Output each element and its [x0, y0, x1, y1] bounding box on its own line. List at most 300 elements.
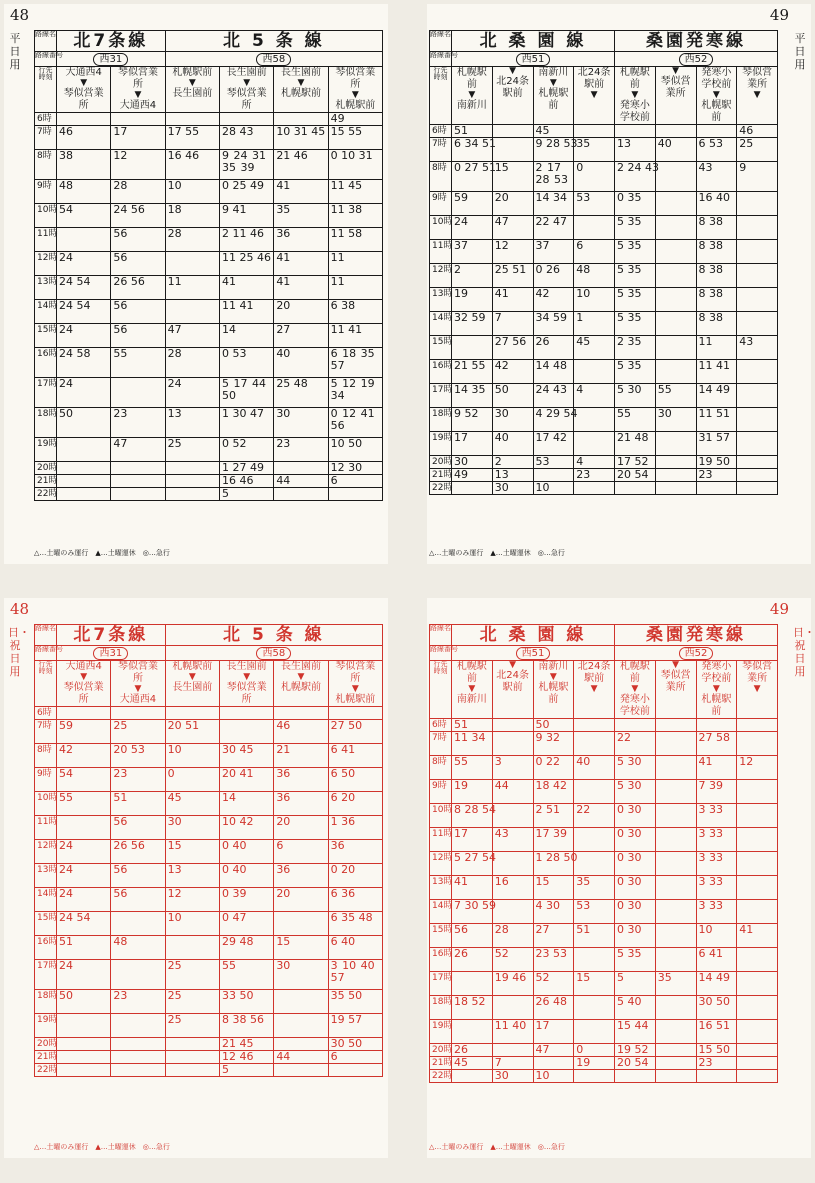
time-cell: 7 39	[696, 780, 737, 804]
destination-row	[35, 661, 383, 707]
time-cell	[615, 1070, 656, 1083]
time-cell	[655, 996, 696, 1020]
time-cell: 30 50	[328, 1038, 382, 1051]
time-cell: 8 38	[696, 240, 737, 264]
time-cell: 27	[533, 924, 574, 948]
time-cell: 12 46	[219, 1051, 273, 1064]
time-cell: 30	[492, 408, 533, 432]
line-name: 北7条線	[57, 625, 166, 646]
destination-from: 札幌駅前	[619, 67, 650, 90]
time-cell	[655, 756, 696, 780]
destination-to: 北24条駅前	[496, 76, 529, 99]
time-cell	[111, 488, 165, 501]
time-cell: 38	[57, 150, 111, 180]
time-cell: 56	[111, 888, 165, 912]
time-cell: 44	[274, 1051, 328, 1064]
time-cell: 2	[492, 456, 533, 469]
time-cell: 50	[533, 719, 574, 732]
table-row	[430, 900, 778, 924]
time-cell	[737, 456, 778, 469]
time-cell	[111, 912, 165, 936]
time-cell	[492, 852, 533, 876]
destination-from: 琴似営業所	[742, 661, 773, 684]
destination-to: 発寒小学校前	[619, 694, 650, 717]
time-cell: 11 51	[696, 408, 737, 432]
route-number-badge: 西52	[679, 53, 714, 66]
table-row	[430, 138, 778, 162]
time-cell: 51	[57, 936, 111, 960]
time-cell	[737, 288, 778, 312]
time-cell: 35	[274, 204, 328, 228]
hour-cell: 16時	[35, 936, 57, 960]
time-cell: 59	[57, 720, 111, 744]
time-cell	[737, 482, 778, 495]
arrow-down-icon: ▼	[672, 660, 680, 670]
route-number	[165, 646, 382, 661]
page-number: 49	[769, 600, 789, 618]
destination-to: 琴似営業所	[660, 76, 691, 99]
time-cell	[655, 482, 696, 495]
time-cell: 11	[328, 252, 382, 276]
line-name: 北 桑 園 線	[452, 31, 615, 52]
destination-cell	[574, 67, 615, 125]
time-cell	[57, 462, 111, 475]
time-cell: 45	[165, 792, 219, 816]
time-cell: 31 57	[696, 432, 737, 456]
time-cell: 6 41	[696, 948, 737, 972]
time-cell	[737, 432, 778, 456]
time-cell: 46	[57, 126, 111, 150]
line-name-label: 路線名	[430, 31, 452, 52]
time-cell: 24 54	[57, 300, 111, 324]
time-cell: 14 49	[696, 972, 737, 996]
time-cell: 11 45	[328, 180, 382, 204]
destination-from: 北24条駅前	[577, 661, 611, 684]
route-number-badge: 西31	[93, 53, 128, 66]
time-cell: 25 48	[274, 378, 328, 408]
time-cell: 49	[452, 469, 493, 482]
time-cell	[57, 816, 111, 840]
time-cell	[492, 804, 533, 828]
destination-to: 北24条駅前	[496, 670, 529, 693]
time-cell: 20 54	[615, 1057, 656, 1070]
time-cell: 0 53	[219, 348, 273, 378]
time-cell: 3 10 40 57	[328, 960, 382, 990]
time-cell	[655, 469, 696, 482]
line-name: 北 桑 園 線	[452, 625, 615, 646]
time-cell: 11	[328, 276, 382, 300]
destination-from: 琴似営業所	[335, 661, 376, 684]
time-cell: 6 35 48	[328, 912, 382, 936]
line-name: 北 5 条 線	[165, 31, 382, 52]
time-cell	[737, 360, 778, 384]
time-cell: 17	[533, 1020, 574, 1044]
time-cell: 14 49	[696, 384, 737, 408]
time-cell	[533, 469, 574, 482]
time-cell: 22	[615, 732, 656, 756]
weekday-timetable-page-49	[427, 4, 811, 564]
time-cell: 15	[533, 876, 574, 900]
destination-from: 長生園前	[280, 661, 321, 672]
time-cell: 51	[452, 125, 493, 138]
time-cell: 56	[111, 864, 165, 888]
time-cell	[737, 780, 778, 804]
table-row	[35, 816, 383, 840]
time-cell: 12	[492, 240, 533, 264]
time-cell: 6 53	[696, 138, 737, 162]
destination-from: 発寒小学校前	[701, 67, 732, 90]
time-cell	[655, 900, 696, 924]
table-row	[35, 1051, 383, 1064]
time-cell: 24 58	[57, 348, 111, 378]
time-cell: 11 25 46	[219, 252, 273, 276]
hour-cell: 22時	[35, 488, 57, 501]
table-row	[430, 264, 778, 288]
time-cell: 0 22	[533, 756, 574, 780]
time-cell: 3 33	[696, 828, 737, 852]
table-row	[35, 180, 383, 204]
time-cell: 45	[533, 125, 574, 138]
time-cell: 24	[452, 216, 493, 240]
time-cell: 17 42	[533, 432, 574, 456]
destination-to: 南新川	[456, 100, 487, 111]
destination-from: 札幌駅前	[456, 661, 487, 684]
time-cell: 52	[533, 972, 574, 996]
hour-cell: 20時	[430, 1044, 452, 1057]
hour-cell: 17時	[430, 972, 452, 996]
arrow-down-icon: ▼	[80, 78, 88, 88]
time-cell: 14	[219, 324, 273, 348]
time-cell: 4 29 54	[533, 408, 574, 432]
time-cell: 0 30	[615, 924, 656, 948]
destination-to: 琴似営業所	[660, 670, 691, 693]
time-cell: 0 20	[328, 864, 382, 888]
time-cell: 9	[737, 162, 778, 192]
time-cell	[574, 719, 615, 732]
destination-cell	[696, 67, 737, 125]
table-row	[430, 996, 778, 1020]
table-row	[35, 475, 383, 488]
time-cell	[737, 732, 778, 756]
table-row	[35, 324, 383, 348]
time-cell: 32 59	[452, 312, 493, 336]
table-row	[430, 876, 778, 900]
destination-from: 札幌駅前	[172, 661, 213, 672]
time-cell	[111, 1064, 165, 1077]
time-cell: 20 53	[111, 744, 165, 768]
hour-cell: 8時	[430, 756, 452, 780]
destination-label	[35, 661, 57, 707]
time-cell: 19 57	[328, 1014, 382, 1038]
destination-cell	[111, 67, 165, 113]
time-cell: 6 20	[328, 792, 382, 816]
time-cell: 11 38	[328, 204, 382, 228]
route-number	[452, 52, 615, 67]
time-cell: 3 33	[696, 804, 737, 828]
time-cell: 51	[111, 792, 165, 816]
time-cell: 28	[492, 924, 533, 948]
time-cell: 20 51	[165, 720, 219, 744]
time-cell: 14 34	[533, 192, 574, 216]
destination-from: 長生園前	[280, 67, 321, 78]
time-cell	[492, 138, 533, 162]
time-cell: 45	[452, 1057, 493, 1070]
destination-to: 大通西4	[119, 100, 157, 111]
destination-from: 札幌駅前	[456, 67, 487, 90]
weekday-timetable-page-48	[4, 4, 388, 564]
hour-cell: 15時	[35, 324, 57, 348]
time-cell: 49	[328, 113, 382, 126]
time-cell: 37	[452, 240, 493, 264]
time-cell: 6 18 35 57	[328, 348, 382, 378]
time-cell: 18	[165, 204, 219, 228]
arrow-down-icon: ▼	[188, 78, 196, 88]
time-cell: 40	[574, 756, 615, 780]
time-cell: 27	[274, 324, 328, 348]
table-row	[35, 126, 383, 150]
timetable-grid	[34, 624, 383, 1077]
time-cell: 25 51	[492, 264, 533, 288]
line-name: 北 5 条 線	[165, 625, 382, 646]
legend-footnote: △…土曜のみ運行 ▲…土曜運休 ◎…急行	[34, 549, 170, 557]
line-name-label: 路線名	[35, 625, 57, 646]
timetable-type-label: 平日用	[9, 32, 21, 71]
time-cell: 7	[492, 312, 533, 336]
time-cell	[655, 240, 696, 264]
timetable-type-label: 日・祝日用	[793, 626, 815, 678]
hour-cell: 10時	[35, 204, 57, 228]
time-cell	[574, 828, 615, 852]
time-cell: 20	[492, 192, 533, 216]
hour-cell: 7時	[430, 138, 452, 162]
time-cell: 30	[655, 408, 696, 432]
time-cell	[219, 720, 273, 744]
time-cell: 24	[57, 864, 111, 888]
time-cell: 7	[492, 1057, 533, 1070]
time-cell: 41	[274, 276, 328, 300]
table-row	[430, 482, 778, 495]
time-cell: 1	[574, 312, 615, 336]
time-cell: 0	[574, 162, 615, 192]
time-cell: 16 40	[696, 192, 737, 216]
time-cell: 47	[111, 438, 165, 462]
time-cell: 19 52	[615, 1044, 656, 1057]
time-cell	[492, 719, 533, 732]
arrow-down-icon: ▼	[297, 672, 305, 682]
table-row	[430, 756, 778, 780]
time-cell: 8 28 54	[452, 804, 493, 828]
time-cell: 47	[533, 1044, 574, 1057]
hour-cell: 21時	[35, 1051, 57, 1064]
time-cell: 17 39	[533, 828, 574, 852]
hour-cell: 12時	[430, 264, 452, 288]
time-cell: 27 50	[328, 720, 382, 744]
time-cell	[274, 1064, 328, 1077]
time-cell: 36	[328, 840, 382, 864]
table-row	[35, 1064, 383, 1077]
time-cell	[655, 125, 696, 138]
time-cell	[655, 216, 696, 240]
destination-cell	[274, 661, 328, 707]
destination-cell	[165, 661, 219, 707]
time-cell: 17	[452, 432, 493, 456]
table-row	[430, 288, 778, 312]
route-number-row	[430, 646, 778, 661]
time-cell: 13	[165, 864, 219, 888]
time-cell: 12 30	[328, 462, 382, 475]
time-cell: 35	[574, 138, 615, 162]
timetable-type-label: 日・祝日用	[8, 626, 30, 678]
time-cell: 28 43	[219, 126, 273, 150]
timetable-grid	[429, 624, 778, 1083]
time-cell: 2 35	[615, 336, 656, 360]
time-cell: 5 30	[615, 384, 656, 408]
time-cell	[57, 475, 111, 488]
time-cell	[737, 408, 778, 432]
time-cell: 26 48	[533, 996, 574, 1020]
time-label-text: 時刻	[38, 73, 53, 81]
destination-to: 札幌駅前	[538, 682, 569, 705]
time-cell: 2 51	[533, 804, 574, 828]
time-cell: 8 38	[696, 264, 737, 288]
line-name-row	[35, 31, 383, 52]
time-cell	[452, 972, 493, 996]
hour-cell: 8時	[35, 744, 57, 768]
table-row	[35, 438, 383, 462]
hour-cell: 21時	[430, 1057, 452, 1070]
route-number-badge: 西52	[679, 647, 714, 660]
hour-cell: 7時	[35, 126, 57, 150]
time-cell: 0	[165, 768, 219, 792]
time-cell: 0 30	[615, 900, 656, 924]
time-cell: 23	[574, 469, 615, 482]
time-cell: 5 35	[615, 240, 656, 264]
time-cell: 3 33	[696, 852, 737, 876]
table-row	[35, 300, 383, 324]
time-cell: 0 12 41 56	[328, 408, 382, 438]
time-cell	[737, 1057, 778, 1070]
time-cell	[165, 300, 219, 324]
destination-to: 大通西4	[119, 694, 157, 705]
time-cell: 10	[165, 180, 219, 204]
time-cell: 30	[274, 960, 328, 990]
route-number-row	[35, 52, 383, 67]
destination-cell	[737, 67, 778, 125]
time-cell	[165, 1051, 219, 1064]
time-cell	[696, 719, 737, 732]
time-cell: 0 26	[533, 264, 574, 288]
time-cell	[274, 990, 328, 1014]
time-cell	[655, 732, 696, 756]
destination-cell	[492, 661, 533, 719]
table-row	[430, 804, 778, 828]
time-cell	[274, 707, 328, 720]
hour-cell: 10時	[35, 792, 57, 816]
time-cell: 26	[452, 948, 493, 972]
hour-cell: 14時	[35, 888, 57, 912]
hour-cell: 11時	[35, 816, 57, 840]
time-cell: 33 50	[219, 990, 273, 1014]
destination-from: 琴似営業所	[117, 67, 158, 90]
time-cell: 11	[165, 276, 219, 300]
table-row	[35, 720, 383, 744]
table-row	[35, 744, 383, 768]
time-cell: 3	[492, 756, 533, 780]
time-cell: 9 52	[452, 408, 493, 432]
time-cell	[655, 192, 696, 216]
table-row	[430, 1020, 778, 1044]
time-cell: 30	[274, 408, 328, 438]
time-cell: 0 30	[615, 828, 656, 852]
time-label-text: 時刻	[38, 667, 53, 675]
time-cell	[492, 1044, 533, 1057]
time-cell: 28	[111, 180, 165, 204]
hour-cell: 16時	[430, 360, 452, 384]
time-label-text: 時刻	[433, 73, 448, 81]
time-cell: 13	[492, 469, 533, 482]
time-cell	[574, 482, 615, 495]
time-cell	[328, 488, 382, 501]
destination-from: 琴似営業所	[742, 67, 773, 90]
time-cell	[655, 876, 696, 900]
arrow-down-icon: ▼	[134, 90, 142, 100]
line-name-row	[430, 625, 778, 646]
time-cell	[274, 113, 328, 126]
time-cell: 40	[274, 348, 328, 378]
hour-cell: 12時	[430, 852, 452, 876]
time-cell: 27 56	[492, 336, 533, 360]
time-cell	[655, 1070, 696, 1083]
time-cell	[492, 996, 533, 1020]
time-cell	[57, 113, 111, 126]
table-row	[430, 732, 778, 756]
time-cell	[57, 1014, 111, 1038]
hour-cell: 21時	[35, 475, 57, 488]
time-cell	[655, 1044, 696, 1057]
hour-cell: 12時	[35, 252, 57, 276]
route-number-label: 路線番号	[430, 646, 452, 661]
time-cell	[615, 719, 656, 732]
time-cell	[57, 488, 111, 501]
time-cell: 30	[492, 1070, 533, 1083]
table-row	[35, 912, 383, 936]
time-cell: 25	[165, 1014, 219, 1038]
time-cell	[533, 1057, 574, 1070]
table-row	[430, 408, 778, 432]
time-cell: 26 56	[111, 276, 165, 300]
time-cell: 25	[165, 960, 219, 990]
time-cell: 36	[274, 864, 328, 888]
route-number-label: 路線番号	[430, 52, 452, 67]
table-row	[35, 960, 383, 990]
time-cell: 24	[165, 378, 219, 408]
time-cell: 41	[492, 288, 533, 312]
time-cell: 14 48	[533, 360, 574, 384]
time-cell: 53	[574, 192, 615, 216]
time-cell	[737, 469, 778, 482]
hour-cell: 7時	[35, 720, 57, 744]
table-row	[430, 828, 778, 852]
time-cell: 41	[452, 876, 493, 900]
time-cell	[737, 828, 778, 852]
hour-cell: 6時	[430, 719, 452, 732]
time-cell: 34 59	[533, 312, 574, 336]
hour-cell: 7時	[430, 732, 452, 756]
table-row	[35, 840, 383, 864]
route-number	[452, 646, 615, 661]
time-cell: 17 52	[615, 456, 656, 469]
arrow-down-icon: ▼	[509, 66, 517, 76]
